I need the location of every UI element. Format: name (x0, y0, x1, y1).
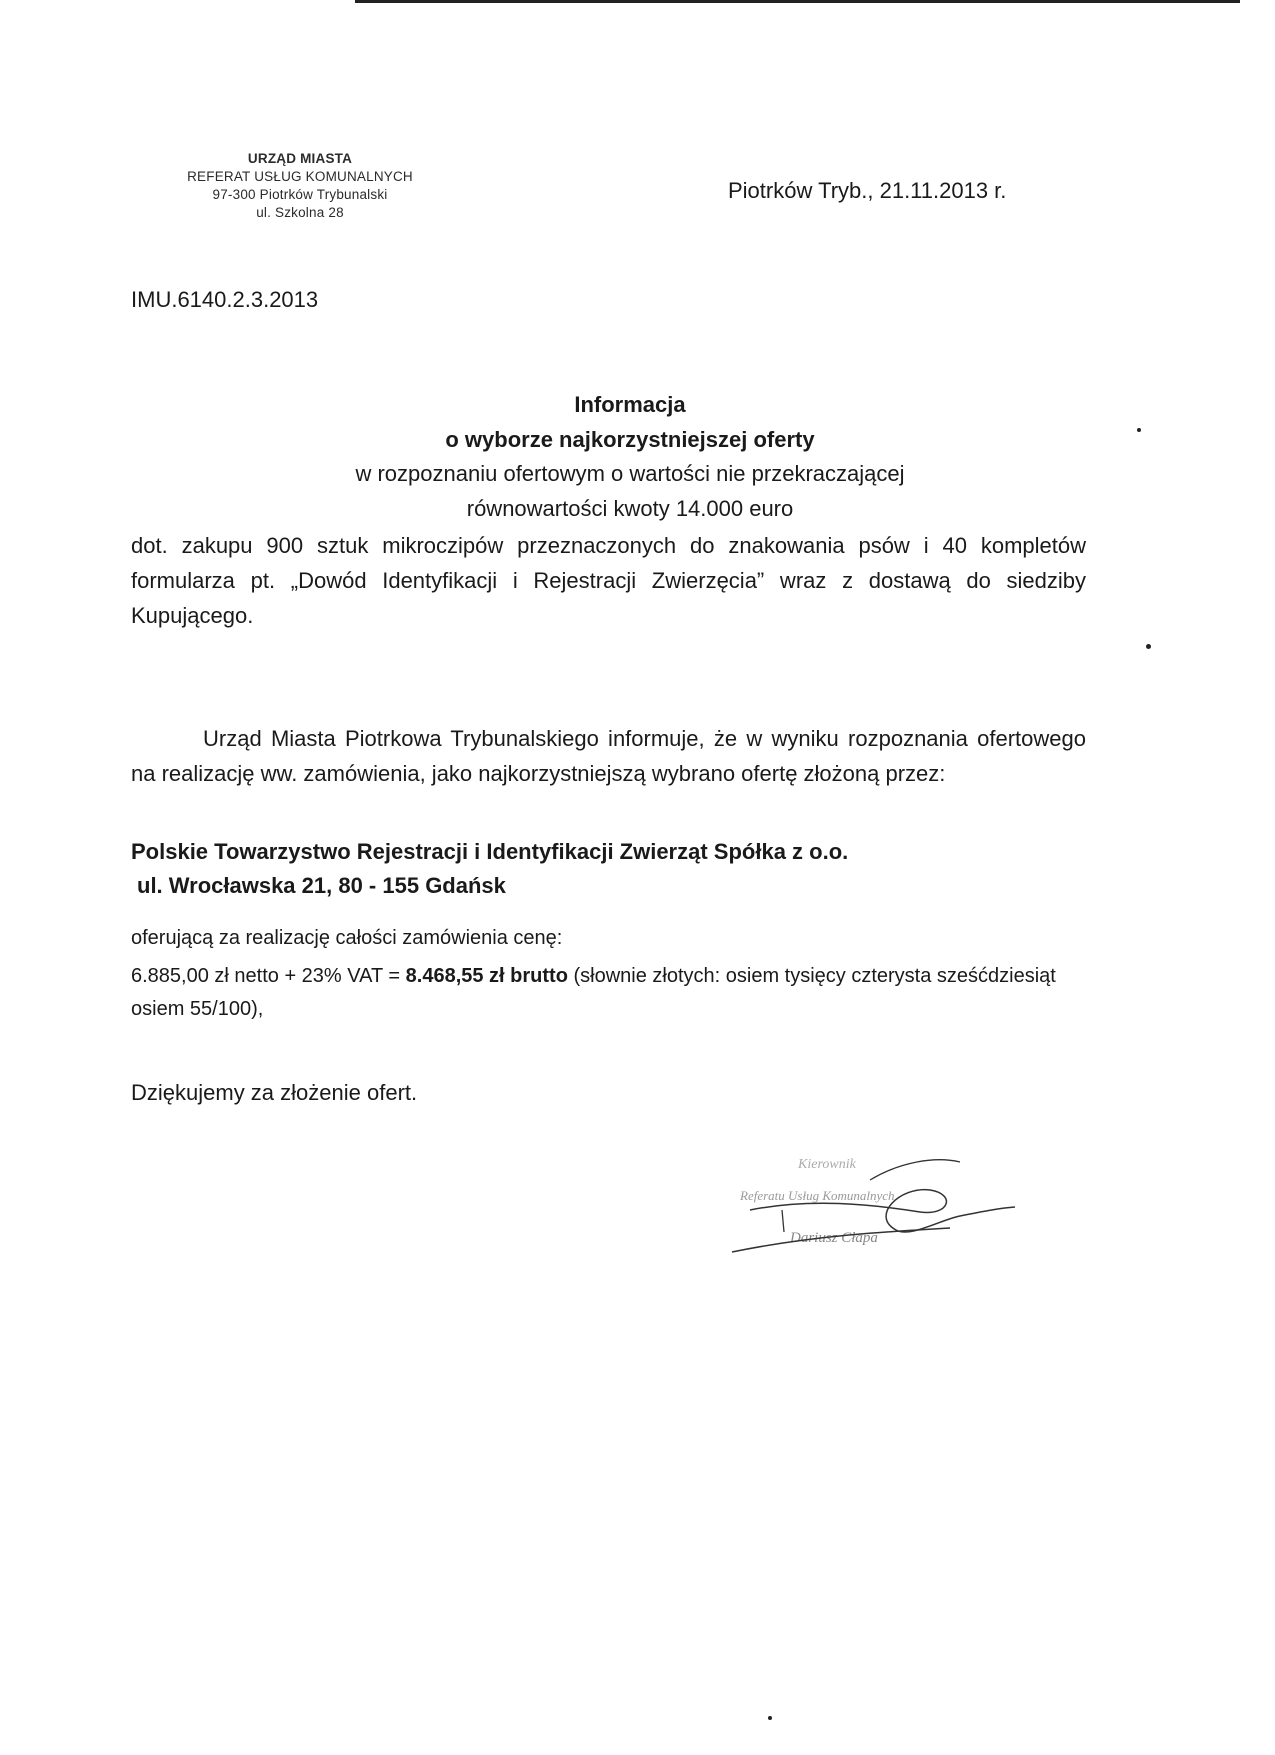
document-title: Informacja (574, 392, 686, 417)
scan-speck (1146, 644, 1151, 649)
signature-stamp-text-2: Referatu Usług Komunalnych (740, 1188, 895, 1203)
signature-stamp-text-3: Dariusz Cłapa (790, 1230, 878, 1246)
top-border-line (355, 0, 1240, 3)
price-intro: oferującą za realizację całości zamówienia cenę: (131, 927, 563, 949)
stamp-line-city: 97-300 Piotrków Trybunalski (212, 187, 388, 202)
stamp-line-street: ul. Szkolna 28 (256, 205, 344, 220)
heading-line-4: równowartości kwoty 14.000 euro (466, 496, 794, 521)
scan-speck (1137, 428, 1141, 432)
price-net: 6.885,00 zł netto + 23% VAT = (131, 965, 406, 987)
thanks-line: Dziękujemy za złożenie ofert. (131, 1080, 418, 1105)
price-gross: 8.468,55 zł brutto (405, 965, 568, 987)
scan-speck (768, 1716, 772, 1720)
subject-paragraph: dot. zakupu 900 sztuk mikroczipów przeznaczonych do znakowania psów i 40 kompletów formularza pt. „Dowód Identyfikacji i Rejestracji Zwierzęcia” wraz z dostawą do siedziby Kupującego. (131, 533, 1086, 628)
signature-drawing (720, 1150, 1020, 1260)
stamp-line-office: URZĄD MIASTA (247, 151, 353, 166)
reference-number: IMU.6140.2.3.2013 (131, 287, 319, 312)
company-address: ul. Wrocławska 21, 80 - 155 Gdańsk (137, 873, 506, 898)
price-in-words: (słownie złotych: osiem tysięcy czterysta sześćdziesiąt osiem 55/100), (131, 965, 1056, 1020)
signature-stamp-text-1: Kierownik (798, 1157, 856, 1172)
body-paragraph: Urząd Miasta Piotrkowa Trybunalskiego informuje, że w wyniku rozpoznania ofertowego na realizację ww. zamówienia, jako najkorzystniejszą wybrano ofertę złożoną przez: (131, 726, 1086, 786)
heading-line-3: w rozpoznaniu ofertowym o wartości nie przekraczającej (355, 461, 905, 486)
document-subtitle: o wyborze najkorzystniejszej oferty (445, 427, 815, 452)
office-stamp (150, 150, 450, 222)
place-and-date: Piotrków Tryb., 21.11.2013 r. (728, 178, 1007, 203)
company-name: Polskie Towarzystwo Rejestracji i Identyfikacji Zwierząt Spółka z o.o. (131, 839, 849, 864)
signature-block (720, 1150, 1020, 1260)
price-statement (131, 960, 1091, 1026)
stamp-line-department: REFERAT USŁUG KOMUNALNYCH (187, 169, 413, 184)
